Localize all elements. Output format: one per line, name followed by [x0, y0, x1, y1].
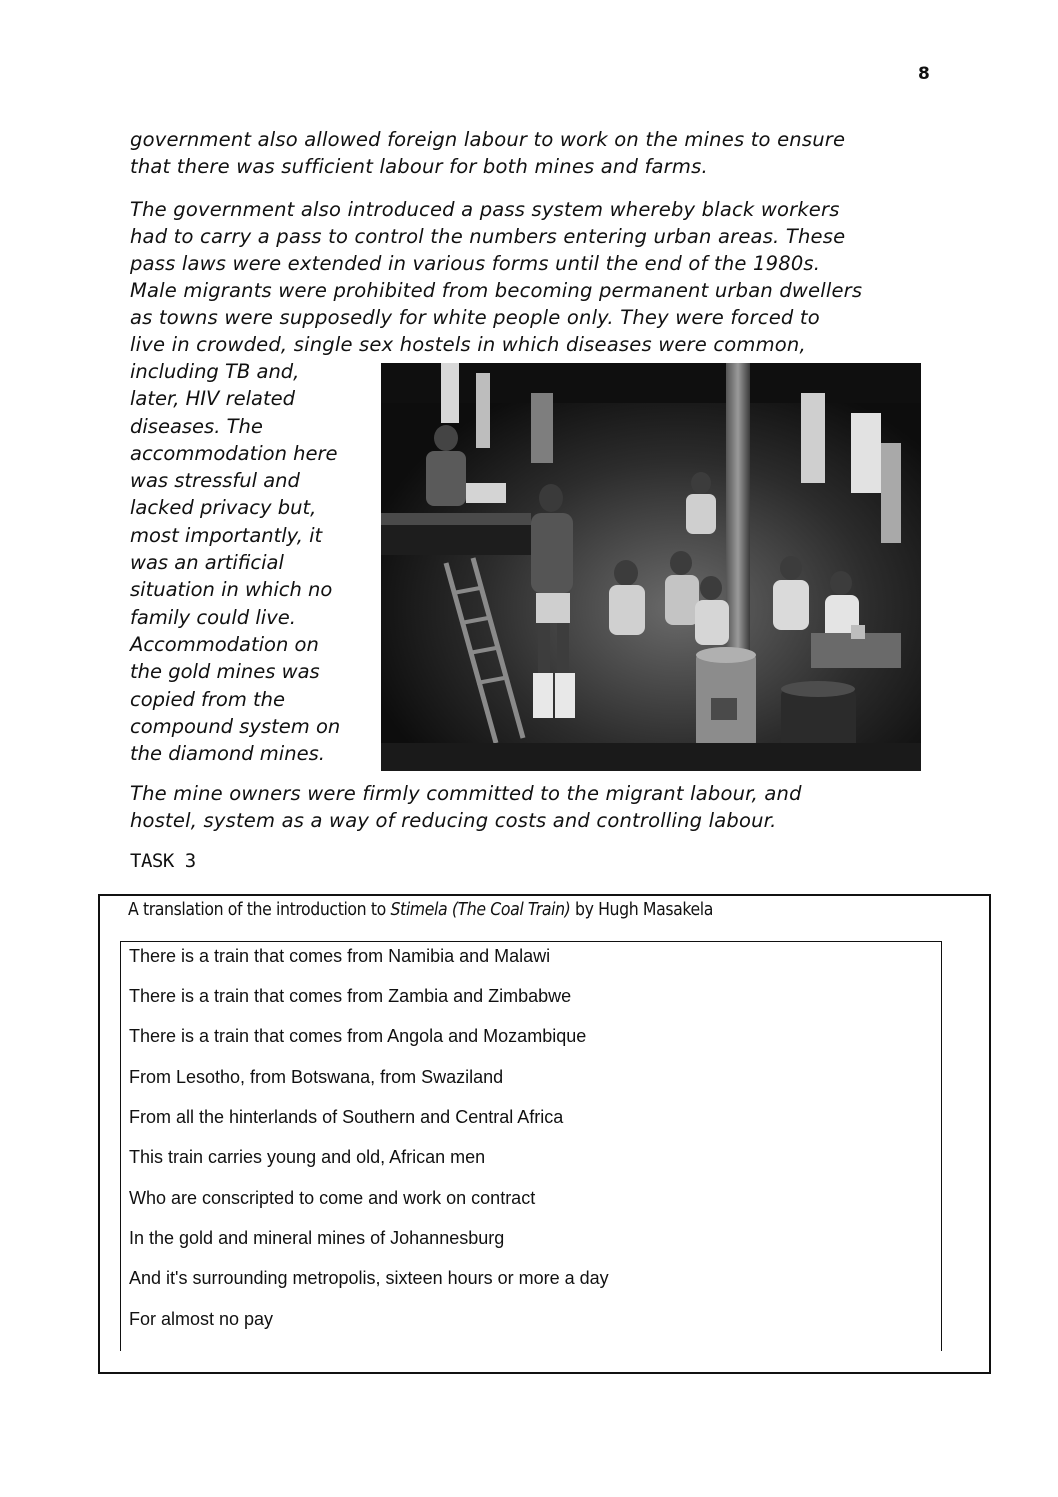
paragraph-foreign-labour: [130, 126, 930, 180]
text-line: lacked privacy but,: [130, 496, 317, 520]
text-line: Male migrants were prohibited from becoming permanent urban dwellers: [130, 279, 863, 302]
paragraph-pass-system: [130, 196, 930, 358]
text-line: that there was sufficient labour for both mines and farms.: [130, 155, 708, 178]
text-line: Accommodation on: [130, 632, 319, 656]
lyric-line: And it's surrounding metropolis, sixteen hours or more a day: [129, 1268, 609, 1288]
lyric-line: There is a train that comes from Angola and Mozambique: [129, 1026, 587, 1046]
text-line: The government also introduced a pass system whereby black workers: [130, 198, 840, 221]
lyric-line: Who are conscripted to come and work on contract: [129, 1188, 536, 1208]
lyric-line: In the gold and mineral mines of Johannesburg: [129, 1228, 505, 1248]
lyric-line: There is a train that comes from Namibia and Malawi: [129, 946, 551, 966]
page-number: 8: [918, 64, 930, 84]
text-line: was an artificial: [130, 551, 284, 575]
text-line: family could live.: [130, 605, 296, 629]
hostel-photograph: [381, 363, 921, 771]
task-heading: TASK 3: [130, 850, 196, 872]
lyric-line: For almost no pay: [129, 1309, 274, 1329]
text-line: live in crowded, single sex hostels in which diseases were common,: [130, 333, 806, 356]
task-box: [98, 894, 991, 1374]
lyric-line: From Lesotho, from Botswana, from Swaziland: [129, 1067, 504, 1087]
text-line: the diamond mines.: [130, 742, 325, 766]
text-line: most importantly, it: [130, 523, 323, 547]
text-line: compound system on: [130, 714, 341, 738]
text-line: including TB and,: [130, 360, 300, 383]
task-title: [128, 900, 713, 920]
text-line: diseases. The: [130, 414, 263, 438]
text-line: pass laws were extended in various forms until the end of the 1980s.: [130, 252, 821, 275]
task-title-suffix: by Hugh Masakela: [570, 900, 713, 920]
paragraph-mine-owners: [130, 780, 930, 834]
song-title: Stimela (The Coal Train): [390, 900, 571, 920]
lyric-line: This train carries young and old, African men: [129, 1147, 486, 1167]
text-line: accommodation here: [130, 441, 338, 465]
text-line: was stressful and: [130, 469, 300, 493]
text-line: situation in which no: [130, 578, 333, 602]
hostel-photo-illustration: [381, 363, 921, 771]
text-line: The mine owners were firmly committed to the migrant labour, and: [130, 782, 802, 805]
text-line: as towns were supposedly for white people only. They were forced to: [130, 306, 820, 329]
text-line: the gold mines was: [130, 660, 320, 684]
text-line: copied from the: [130, 687, 286, 711]
text-line: had to carry a pass to control the numbers entering urban areas. These: [130, 225, 846, 248]
text-line: later, HIV related: [130, 387, 295, 411]
text-line: hostel, system as a way of reducing costs and controlling labour.: [130, 809, 777, 832]
text-line: government also allowed foreign labour to work on the mines to ensure: [130, 128, 846, 151]
lyric-line: From all the hinterlands of Southern and Central Africa: [129, 1107, 564, 1127]
lyrics-box: [120, 941, 942, 1351]
lyric-line: There is a train that comes from Zambia and Zimbabwe: [129, 986, 572, 1006]
paragraph-hostel-wrap: [130, 358, 370, 767]
task-title-prefix: A translation of the introduction to: [128, 900, 391, 920]
